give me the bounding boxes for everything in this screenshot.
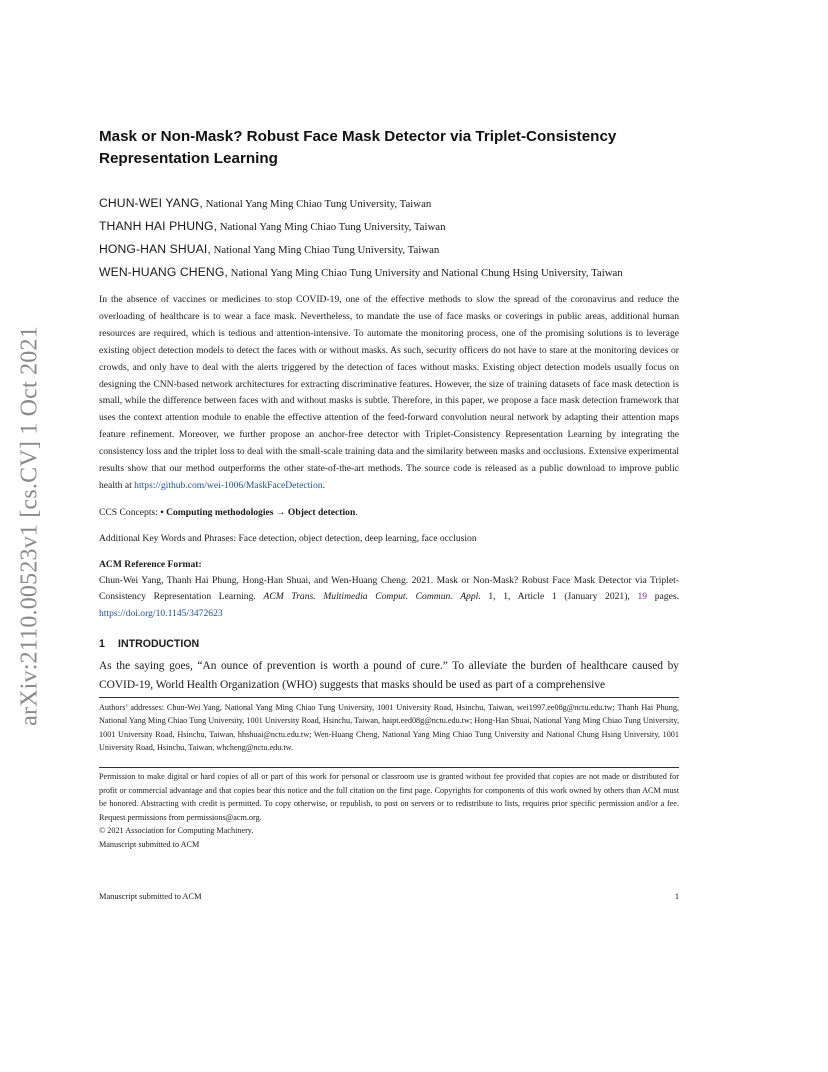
keywords: Additional Key Words and Phrases: Face detection, object detection, deep learning, face occlusion <box>99 532 477 544</box>
author-affiliation: National Yang Ming Chiao Tung University, Taiwan <box>217 221 446 233</box>
intro-paragraph: As the saying goes, “An ounce of prevention is worth a pound of cure.” To alleviate the burden of healthcare caused by COVID-19, World Health Organization (WHO) suggests that masks should be used as part of a comprehensive <box>99 659 679 691</box>
ccs-concept: Computing methodologies <box>166 506 274 518</box>
footnote-divider <box>99 697 679 698</box>
section-title: INTRODUCTION <box>118 637 200 650</box>
author-name: THANH HAI PHUNG, <box>99 219 218 233</box>
reference-text: Chun-Wei Yang, Thanh Hai Phung, Hong-Han Shuai, and Wen-Huang Cheng. 2021. Mask or Non-Mask? Robust Face Mask Detector via Triplet-Consistency Representation Learning. <box>99 574 679 603</box>
author-name: WEN-HUANG CHENG, <box>99 265 228 279</box>
reference-pages-text: pages. <box>647 591 679 603</box>
paper-title: Mask or Non-Mask? Robust Face Mask Detector via Triplet-Consistency Representation Learning <box>99 128 617 167</box>
arxiv-side-stamp <box>4 296 56 756</box>
source-code-link[interactable]: https://github.com/wei-1006/MaskFaceDetection <box>134 479 323 491</box>
abstract-end: . <box>322 479 325 491</box>
ccs-subconcept: Object detection <box>287 506 356 518</box>
abstract <box>99 292 679 495</box>
permission-divider <box>99 767 679 768</box>
ccs-label: CCS Concepts: <box>99 506 161 518</box>
author-entry <box>99 238 679 261</box>
author-entry <box>99 215 679 238</box>
permission-notice: Permission to make digital or hard copies of all or part of this work for personal or classroom use is granted without fee provided that copies are not made or distributed for profit or commercial advantage and that copies bear this notice and the full citation on the first page. Copyrights for components of this work owned by others than ACM must be honored. Abstracting with credit is permitted. To copy otherwise, or republish, to post on servers or to redistribute to lists, requires prior specific permission and/or a fee. Request permissions from permissions@acm.org. <box>99 772 679 822</box>
arxiv-identifier: arXiv:2110.00523v1 [cs.CV] 1 Oct 2021 <box>16 326 43 726</box>
ccs-bullet: • <box>160 506 164 518</box>
author-entry <box>99 192 679 215</box>
author-affiliation: National Yang Ming Chiao Tung University and National Chung Hsing University, Taiwan <box>227 267 623 279</box>
footer-manuscript: Manuscript submitted to ACM <box>99 892 202 901</box>
ccs-end: . <box>355 506 358 518</box>
author-entry <box>99 261 679 284</box>
ccs-concepts <box>99 505 679 521</box>
author-name: CHUN-WEI YANG, <box>99 196 203 210</box>
paper-content <box>99 126 679 852</box>
reference-details: 1, 1, Article 1 (January 2021), <box>480 591 638 603</box>
reference-journal: ACM Trans. Multimedia Comput. Commun. Appl. <box>263 591 481 603</box>
ccs-arrow: → <box>275 506 286 518</box>
copyright-notice: © 2021 Association for Computing Machinery. <box>99 826 254 836</box>
pages-count-link[interactable]: 19 <box>637 591 648 603</box>
author-affiliation: National Yang Ming Chiao Tung University, Taiwan <box>210 244 440 256</box>
reference-heading: ACM Reference Format: <box>99 558 202 570</box>
authors-addresses: Authors’ addresses: Chun-Wei Yang, National Yang Ming Chiao Tung University, 1001 University Road, Hsinchu, Taiwan, wei1997.ee08g@nctu.edu.tw; Thanh Hai Phung, National Yang Ming Chiao Tung University, 1001 University Road, Hsinchu, Taiwan, haipt.eed08g@nctu.edu.tw; Hong-Han Shuai, National Yang Ming Chiao Tung University, 1001 University Road, Hsinchu, Taiwan, hhshuai@nctu.edu.tw; Wen-Huang Cheng, National Yang Ming Chiao Tung University and National Chung Hsing University, 1001 University Road, Hsinchu, Taiwan, whcheng@nctu.edu.tw. <box>99 702 679 753</box>
doi-link[interactable]: https://doi.org/10.1145/3472623 <box>99 608 223 620</box>
author-name: HONG-HAN SHUAI, <box>99 242 211 256</box>
author-affiliation: National Yang Ming Chiao Tung University, Taiwan <box>202 198 432 210</box>
reference-format <box>99 573 679 623</box>
section-number: 1 <box>99 637 105 650</box>
manuscript-note: Manuscript submitted to ACM <box>99 840 200 849</box>
section-heading <box>99 636 679 652</box>
author-list <box>99 192 679 284</box>
abstract-text: In the absence of vaccines or medicines to stop COVID-19, one of the effective methods to slow the spread of the coronavirus and reduce the overloading of healthcare is to wear a face mask. Nevertheless, to mandate the use of face masks or coverings in public areas, additional human resources are required, which is tedious and attention-intensive. To automate the monitoring process, one of the promising solutions is to leverage existing object detection models to detect the faces with or without masks. As such, security officers do not have to stare at the monitoring devices or crowds, and only have to deal with the alerts triggered by the detection of faces without masks. Existing object detection models usually focus on designing the CNN-based network architectures for extracting discriminative features. However, the size of training datasets of face mask detection is small, while the difference between faces with and without masks is subtle. Therefore, in this paper, we propose a face mask detection framework that uses the context attention module to enable the effective attention of the feed-forward convolution neural network by adapting their attention maps feature refinement. Moreover, we further propose an anchor-free detector with Triplet-Consistency Representation Learning by integrating the consistency loss and the triplet loss to deal with the small-scale training data and the similarity between masks and occlusions. Extensive experimental results show that our method outperforms the other state-of-the-art methods. The source code is released as a public download to improve public health at <box>99 294 679 491</box>
page-number: 1 <box>674 892 679 901</box>
